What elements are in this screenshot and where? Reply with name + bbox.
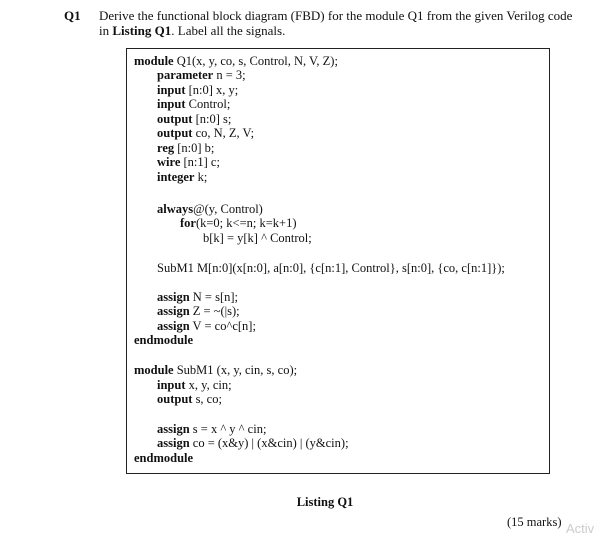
code-line-10 [157,202,263,216]
activation-watermark: Activ [566,521,595,536]
code-text: Z = ~(|s); [189,304,240,318]
code-keyword: input [157,83,186,97]
code-text: Q1(x, y, co, s, Control, N, V, Z); [173,54,338,68]
code-keyword: wire [157,155,181,169]
code-text: V = co^c[n]; [189,319,256,333]
code-keyword: reg [157,141,175,155]
code-text: SubM1 (x, y, cin, s, co); [173,363,298,377]
code-text: s = x ^ y ^ cin; [189,422,267,436]
code-keyword: endmodule [134,451,194,465]
code-text: s, co; [192,392,222,406]
code-keyword: output [157,112,193,126]
code-text: co = (x&y) | (x&cin) | (y&cin); [189,436,349,450]
code-keyword: assign [157,319,190,333]
code-line-21 [157,422,266,436]
code-keyword: assign [157,304,190,318]
code-line-3 [157,83,238,97]
code-line-20 [157,392,222,406]
code-keyword: module [134,54,174,68]
code-keyword: endmodule [134,333,194,347]
code-line-22 [157,436,349,450]
code-text: n = 3; [213,68,246,82]
code-keyword: parameter [157,68,214,82]
code-keyword: always [157,202,194,216]
code-line-4 [157,97,230,111]
code-line-9 [157,170,207,184]
code-text: [n:0] s; [192,112,232,126]
code-line-17 [134,333,193,347]
marks-label: (15 marks) [507,515,562,529]
question-number: Q1 [64,8,81,23]
code-keyword: assign [157,436,190,450]
code-line-5 [157,112,231,126]
listing-caption: Listing Q1 [296,495,354,509]
code-line-7 [157,141,214,155]
code-line-2 [157,68,246,82]
listing-reference: Listing Q1 [112,23,172,38]
code-text: k; [194,170,208,184]
code-keyword: assign [157,422,190,436]
code-line-1 [134,54,338,68]
code-keyword: assign [157,290,190,304]
code-keyword: input [157,97,186,111]
code-line-15 [157,304,240,318]
code-line-16 [157,319,256,333]
code-line-11 [180,216,297,230]
code-line-14 [157,290,238,304]
code-text: [n:1] c; [180,155,220,169]
code-text: [n:0] b; [174,141,215,155]
code-keyword: input [157,378,186,392]
code-line-18 [134,363,297,377]
question-text-part2: . Label all the signals. [171,23,286,38]
code-line-13: SubM1 M[n:0](x[n:0], a[n:0], {c[n:1], Control}, s[n:0], {co, c[n:1]}); [157,261,505,275]
code-text: @(y, Control) [193,202,263,216]
code-keyword: module [134,363,174,377]
question-text-part1: Derive the functional block diagram (FBD) for the module Q1 from the given Verilog code in [99,8,573,38]
code-text: co, N, Z, V; [192,126,255,140]
question-text [99,8,579,38]
code-line-6 [157,126,254,140]
code-text: x, y, cin; [185,378,232,392]
code-line-8 [157,155,220,169]
code-keyword: output [157,126,193,140]
code-line-12: b[k] = y[k] ^ Control; [203,231,312,245]
code-line-23 [134,451,193,465]
code-text: Control; [185,97,231,111]
code-text: N = s[n]; [189,290,239,304]
code-listing-box [126,48,550,474]
code-line-19 [157,378,232,392]
code-keyword: output [157,392,193,406]
code-keyword: integer [157,170,195,184]
code-keyword: for [180,216,196,230]
code-text: [n:0] x, y; [185,83,239,97]
code-text: (k=0; k<=n; k=k+1) [195,216,297,230]
